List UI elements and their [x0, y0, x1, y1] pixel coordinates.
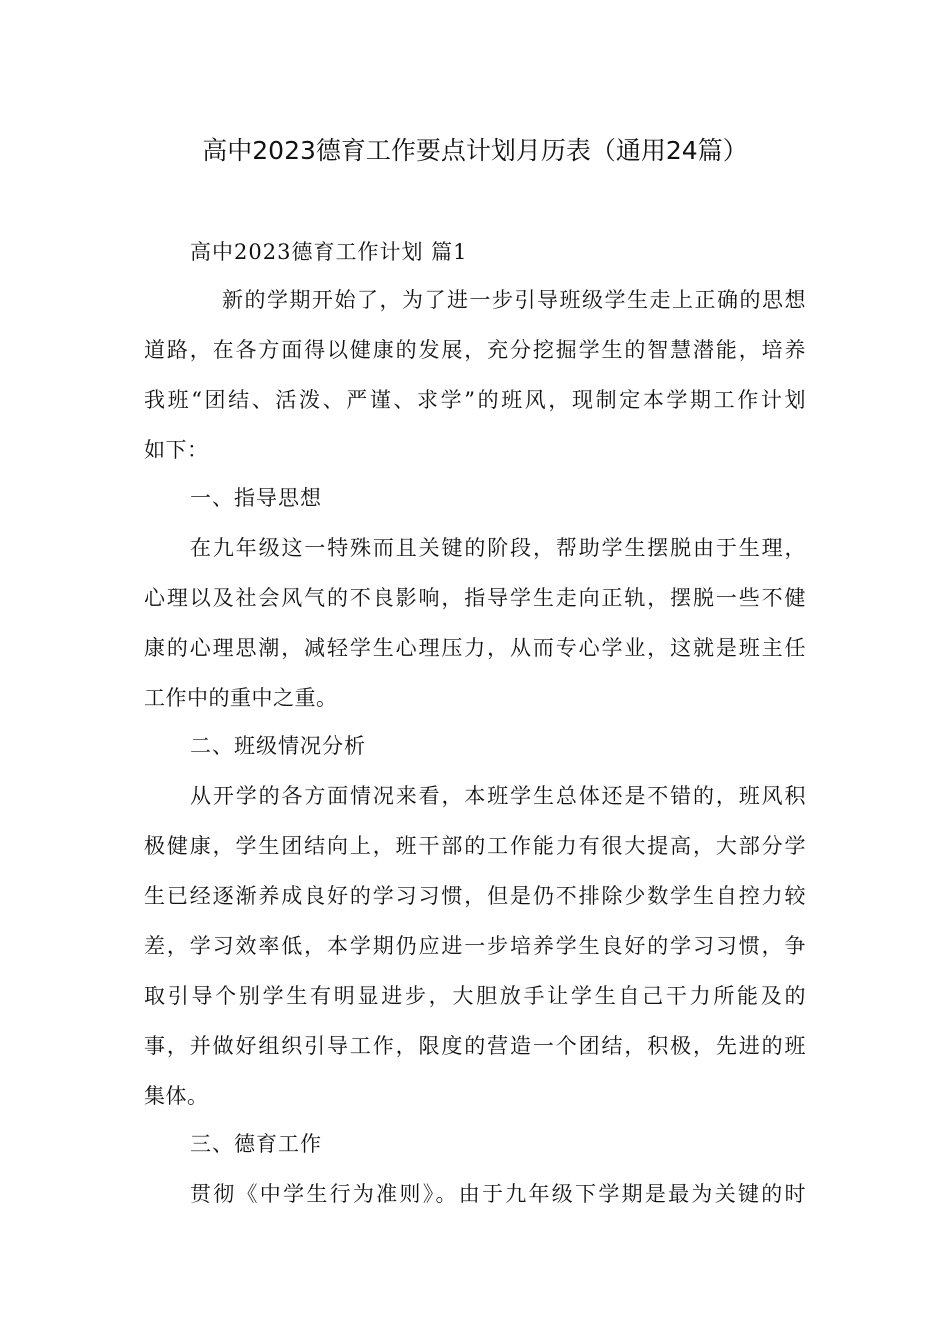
section-heading: 三、德育工作 [190, 1132, 322, 1156]
paragraph-line: 集体。 [144, 1084, 209, 1108]
paragraph-line: 事，并做好组织引导工作，限度的营造一个团结，积极，先进的班 [144, 1034, 806, 1058]
paragraph-line: 我班“团结、活泼、严谨、求学”的班风，现制定本学期工作计划 [144, 388, 806, 412]
paragraph-line: 如下： [144, 438, 209, 462]
paragraph-line: 道路，在各方面得以健康的发展，充分挖掘学生的智慧潜能，培养 [144, 338, 806, 362]
section-subtitle: 高中2023德育工作计划 篇1 [190, 240, 468, 264]
document-title: 高中2023德育工作要点计划月历表（通用24篇） [202, 136, 748, 165]
paragraph-line: 心理以及社会风气的不良影响，指导学生走向正轨，摆脱一些不健 [144, 586, 806, 610]
paragraph-line: 从开学的各方面情况来看，本班学生总体还是不错的，班风积 [190, 784, 806, 808]
paragraph-line: 取引导个别学生有明显进步，大胆放手让学生自己干力所能及的 [144, 984, 806, 1008]
paragraph-line: 贯彻《中学生行为准则》。由于九年级下学期是最为关键的时 [190, 1182, 806, 1206]
paragraph-line: 康的心理思潮，减轻学生心理压力，从而专心学业，这就是班主任 [144, 636, 806, 660]
section-heading: 一、指导思想 [190, 486, 322, 510]
paragraph-line: 工作中的重中之重。 [144, 686, 338, 710]
paragraph-line: 差，学习效率低，本学期仍应进一步培养学生良好的学习习惯，争 [144, 934, 806, 958]
paragraph-line: 极健康，学生团结向上，班干部的工作能力有很大提高，大部分学 [144, 834, 806, 858]
paragraph-line: 新的学期开始了，为了进一步引导班级学生走上正确的思想 [222, 288, 806, 312]
paragraph-line: 在九年级这一特殊而且关键的阶段，帮助学生摆脱由于生理， [190, 536, 806, 560]
paragraph-line: 生已经逐渐养成良好的学习习惯，但是仍不排除少数学生自控力较 [144, 884, 806, 908]
section-heading: 二、班级情况分析 [190, 734, 366, 758]
